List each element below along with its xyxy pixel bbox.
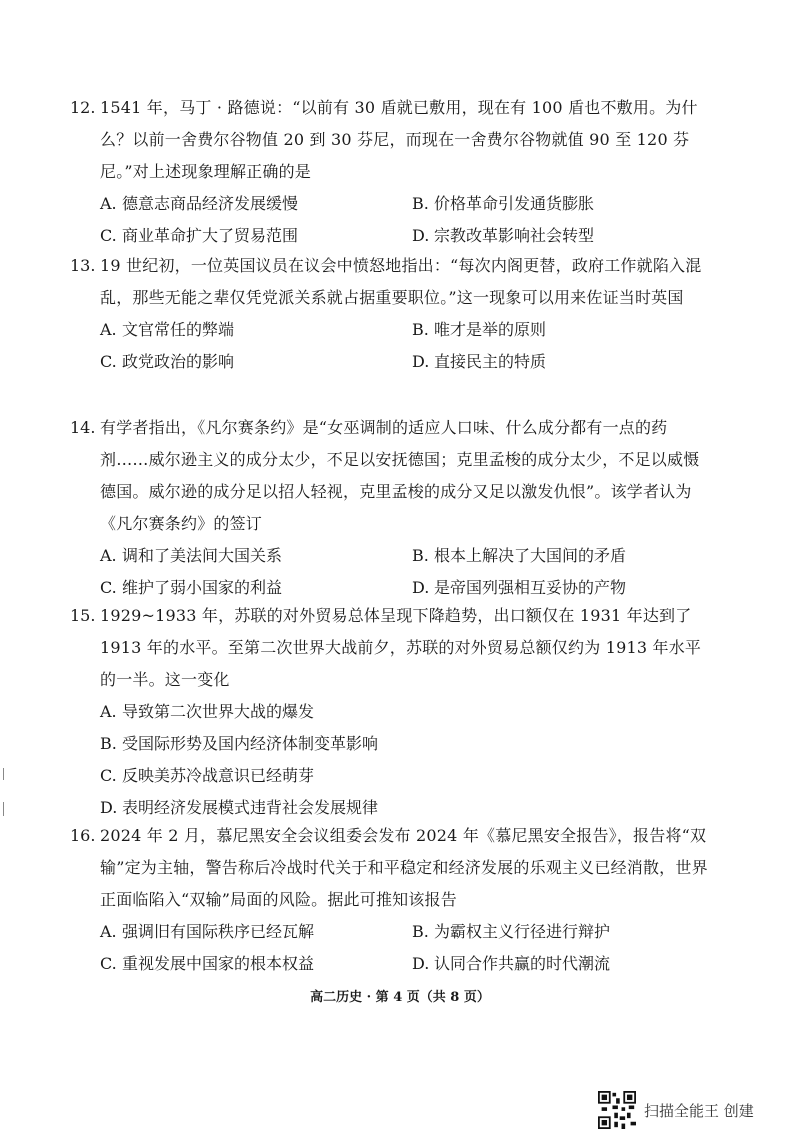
option-a: A. 强调旧有国际秩序已经瓦解 — [100, 922, 315, 941]
question-number: 14. — [70, 418, 96, 437]
question-text: 有学者指出，《凡尔赛条约》是“女巫调制的适应人口味、什么成分都有一点的药剂……威尔逊主义的成分太少，不足以安抚德国；克里孟梭的成分太少，不足以威慑德国。威尔逊的成分足以招人轻视，克里孟梭的成分又足以激发仇恨”。该学者认为《凡尔赛条约》的签订 — [100, 418, 700, 533]
option-b: B. 根本上解决了大国间的矛盾 — [412, 546, 627, 565]
question-stem — [70, 92, 710, 188]
option-d: D. 认同合作共赢的时代潮流 — [412, 954, 611, 973]
question-stem — [70, 412, 710, 540]
scanner-watermark — [598, 1090, 754, 1130]
question-15 — [70, 600, 710, 824]
scan-edge-mark — [3, 768, 4, 780]
question-text: 1929~1933 年，苏联的对外贸易总体呈现下降趋势，出口额仅在 1931 年达到了 1913 年的水平。至第二次世界大战前夕，苏联的对外贸易总额仅约为 1913 年水平的一半。这一变化 — [100, 606, 702, 689]
option-a: A. 调和了美法间大国关系 — [100, 546, 283, 565]
option-c: C. 维护了弱小国家的利益 — [100, 578, 283, 597]
option-a: A. 导致第二次世界大战的爆发 — [100, 702, 315, 721]
question-stem — [70, 600, 710, 696]
option-d: D. 宗教改革影响社会转型 — [412, 226, 595, 245]
scan-edge-mark — [3, 802, 4, 816]
question-14 — [70, 412, 710, 604]
question-text: 19 世纪初，一位英国议员在议会中愤怒地指出：“每次内阁更替，政府工作就陷入混乱，那些无能之辈仅凭党派关系就占据重要职位。”这一现象可以用来佐证当时英国 — [100, 256, 702, 307]
options — [100, 314, 710, 378]
option-b: B. 唯才是举的原则 — [412, 320, 547, 339]
question-16 — [70, 820, 710, 980]
option-c: C. 商业革命扩大了贸易范围 — [100, 226, 299, 245]
question-number: 16. — [70, 826, 96, 845]
question-number: 12. — [70, 98, 96, 117]
options — [100, 188, 710, 252]
question-stem — [70, 250, 710, 314]
options — [100, 540, 710, 604]
option-a: A. 文官常任的弊端 — [100, 320, 235, 339]
page-footer: 高二历史 · 第 4 页（共 8 页） — [310, 990, 490, 1005]
question-number: 15. — [70, 606, 96, 625]
options — [100, 916, 710, 980]
question-number: 13. — [70, 256, 96, 275]
question-13 — [70, 250, 710, 378]
option-c: C. 政党政治的影响 — [100, 352, 235, 371]
option-c: C. 重视发展中国家的根本权益 — [100, 954, 315, 973]
option-c: C. 反映美苏冷战意识已经萌芽 — [100, 766, 315, 785]
option-a: A. 德意志商品经济发展缓慢 — [100, 194, 299, 213]
option-d: D. 表明经济发展模式违背社会发展规律 — [100, 798, 379, 817]
option-d: D. 直接民主的特质 — [412, 352, 547, 371]
option-b: B. 受国际形势及国内经济体制变革影响 — [100, 734, 379, 753]
question-stem — [70, 820, 710, 916]
question-text: 2024 年 2 月，慕尼黑安全会议组委会发布 2024 年《慕尼黑安全报告》，报告将“双输”定为主轴，警告称后冷战时代关于和平稳定和经济发展的乐观主义已经消散，世界正面临陷入“双输”局面的风险。据此可推知该报告 — [100, 826, 708, 909]
watermark-text: 扫描全能王 创建 — [644, 1101, 754, 1120]
question-12 — [70, 92, 710, 252]
qr-code-icon — [598, 1091, 636, 1129]
option-b: B. 价格革命引发通货膨胀 — [412, 194, 595, 213]
question-text: 1541 年，马丁 · 路德说：“以前有 30 盾就已敷用，现在有 100 盾也不敷用。为什么？以前一舍费尔谷物值 20 到 30 芬尼，而现在一舍费尔谷物就值 90 至 120 芬尼。”对上述现象理解正确的是 — [100, 98, 698, 181]
option-b: B. 为霸权主义行径进行辩护 — [412, 922, 611, 941]
option-d: D. 是帝国列强相互妥协的产物 — [412, 578, 627, 597]
options — [100, 696, 710, 824]
